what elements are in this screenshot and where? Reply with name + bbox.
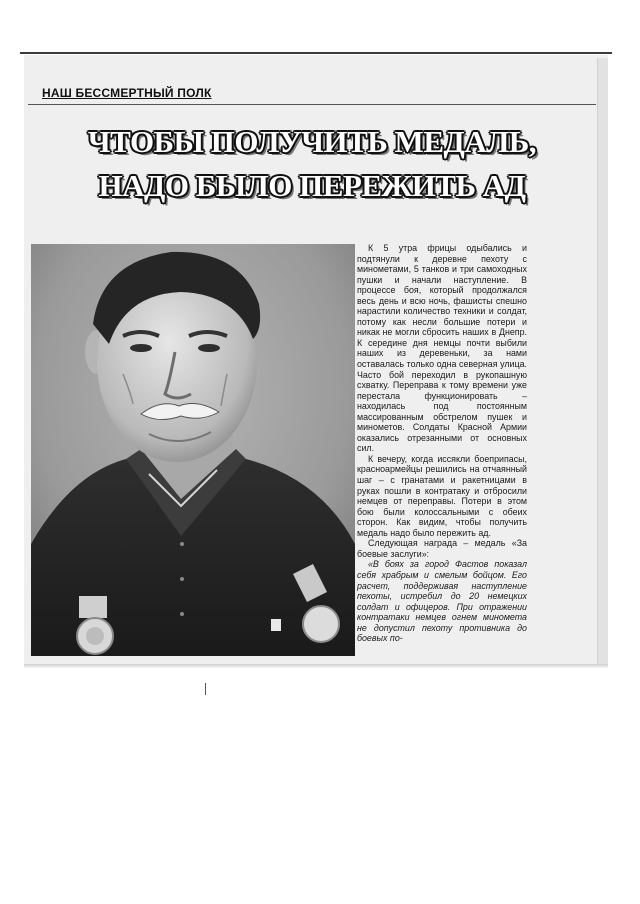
clipping-fold-strip <box>597 58 608 664</box>
article-paragraph-2: К вечеру, когда иссякли боеприпасы, красноармейцы решились на отчаянный шаг – с гранатами и ракетницами в руках пошли в контратаку и отбросили немцев от переправы. Потери в этом бою были колоссальными с обеих сторон. Как видим, чтобы получить медаль надо было пережить ад. <box>357 453 527 538</box>
headline-line-1: ЧТОБЫ ПОЛУЧИТЬ МЕДАЛЬ, <box>87 124 537 159</box>
headline-line-2: НАДО БЫЛО ПЕРЕЖИТЬ АД <box>98 168 526 203</box>
headline <box>28 120 596 208</box>
clipping-bottom-edge <box>24 664 608 668</box>
rubric-divider <box>28 104 596 105</box>
veteran-portrait-photo <box>31 244 355 656</box>
article-paragraph-3: Следующая награда – медаль «За боевые заслуги»: <box>357 538 527 559</box>
rubric-label: НАШ БЕССМЕРТНЫЙ ПОЛК <box>42 86 212 100</box>
award-citation-quote: «В боях за город Фастов показал себя храбрым и смелым бойцом. Его расчет, поддерживая наступление пехоты, истребил до 20 немецких солдат и офицеров. При отражении контратаки немцев огнем миномета не допустил пехоту противника до боевых по- <box>357 559 527 644</box>
article-text-column <box>357 243 527 644</box>
article-paragraph-1: К 5 утра фрицы одыбались и подтянули к деревне пехоту с минометами, 5 танков и три самоходных пушки и начали наступление. В процессе боя, который продолжался весь день и всю ночь, фашисты спешно нарастили количество техники и солдат, потому как несли большие потери и никак не могли сбросить наших в Днепр. К середине дня немцы почти выбили наших из деревеньки, за нами оставалась только одна северная улица. Часто бой переходил в рукопашную схватку. Переправа к тому времени уже перестала функционировать – находилась под постоянным массированным обстрелом пушек и минометов. Солдаты Красной Армии оказались отрезанными от основных сил. <box>357 243 527 454</box>
portrait-photo-icon <box>31 244 355 656</box>
scan-mark <box>205 683 206 695</box>
scan-edge-top <box>20 52 612 54</box>
